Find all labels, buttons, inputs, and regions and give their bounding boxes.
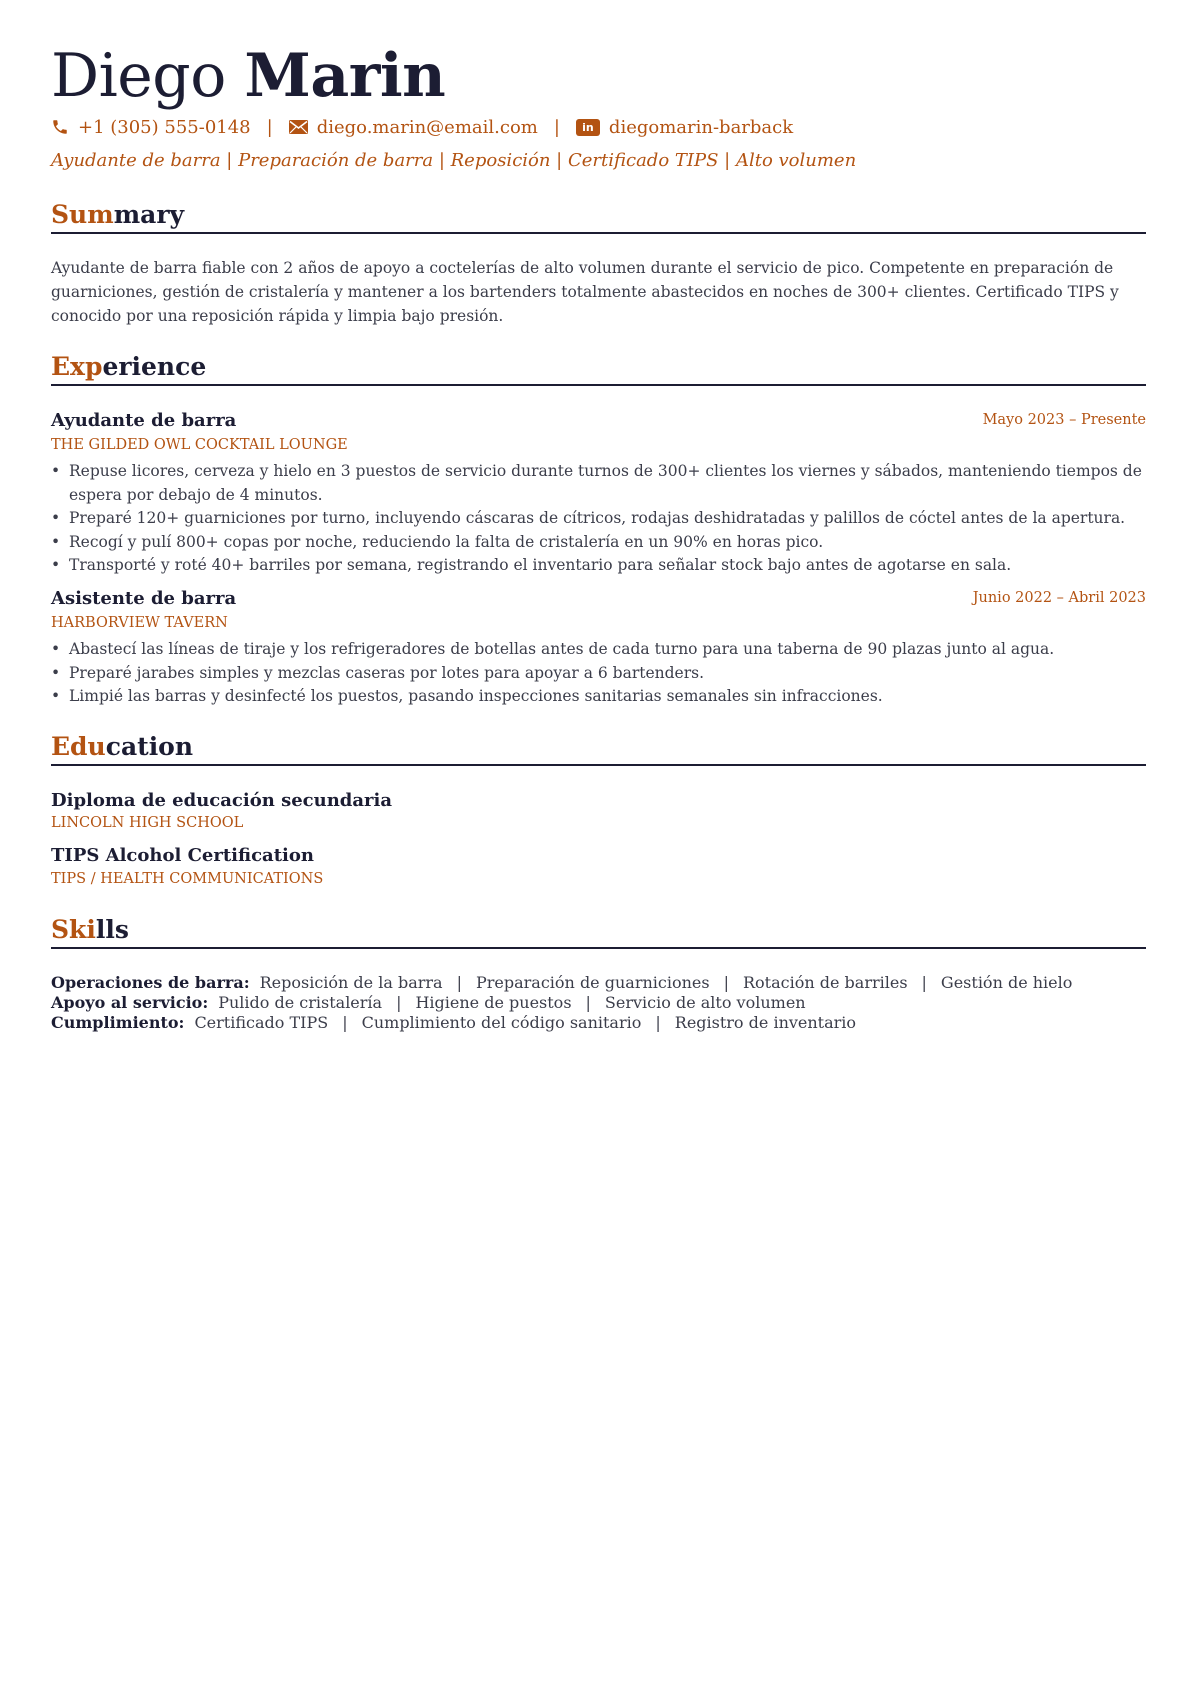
skill-item: Gestión de hielo [940,973,1073,992]
contact-separator: | [553,116,560,138]
phone-icon [51,118,69,136]
list-item: • Abastecí las líneas de tiraje y los refrigeradores de botellas antes de cada turno para una taberna de 90 plazas junto al agua. [69,638,1146,662]
job-company: THE GILDED OWL COCKTAIL LOUNGE [51,437,348,453]
section-title-summary: Summary [51,200,1146,234]
list-item: • Transporté y roté 40+ barriles por semana, registrando el inventario para señalar stock bajo antes de agotarse en sala. [69,554,1146,578]
list-item: • Preparé 120+ guarniciones por turno, incluyendo cáscaras de cítricos, rodajas deshidratadas y palillos de cóctel antes de la apertura. [69,507,1146,531]
education-title: Diploma de educación secundaria [51,790,393,811]
skill-separator: | [723,973,729,992]
skill-item: Pulido de cristalería [218,993,383,1012]
skill-separator: | [396,993,402,1012]
skill-separator: | [655,1013,661,1032]
candidate-name [51,36,445,116]
skill-item: Rotación de barriles [742,973,908,992]
job-bullets [51,638,1146,709]
skill-item: Reposición de la barra [259,973,443,992]
skill-item: Cumplimiento del código sanitario [361,1013,642,1032]
education-institution: TIPS / HEALTH COMMUNICATIONS [51,871,324,887]
skill-row [51,993,1072,1013]
skill-item: Certificado TIPS [194,1013,329,1032]
section-title-skills: Skills [51,915,1146,949]
linkedin-link[interactable]: diegomarin-barback [608,116,794,138]
list-item: • Recogí y pulí 800+ copas por noche, reduciendo la falta de cristalería en un 90% en horas pico. [69,531,1146,555]
summary-text: Ayudante de barra fiable con 2 años de apoyo a coctelerías de alto volumen durante el servicio de pico. Competente en preparación de guarniciones, gestión de cristalería y mantener a los bartenders totalmente abastecidos en noches de 300+ clientes. Certificado TIPS y conocido por una reposición rápida y limpia bajo presión. [51,259,1119,325]
list-item: • Limpié las barras y desinfecté los puestos, pasando inspecciones sanitarias semanales sin infracciones. [69,685,1146,709]
job-dates: Junio 2022 – Abril 2023 [972,590,1146,606]
list-item: • Repuse licores, cerveza y hielo en 3 puestos de servicio durante turnos de 300+ clientes los viernes y sábados, manteniendo tiempos de espera por debajo de 4 minutos. [69,460,1146,507]
job-bullets [51,460,1146,578]
skill-category: Operaciones de barra: [51,973,250,992]
skill-separator: | [342,1013,348,1032]
skill-item: Registro de inventario [674,1013,857,1032]
linkedin-icon: in [576,119,600,136]
envelope-icon [289,120,308,134]
list-item: • Preparé jarabes simples y mezclas caseras por lotes para apoyar a 6 bartenders. [69,662,1146,686]
skill-separator: | [456,973,462,992]
skill-category: Apoyo al servicio: [51,993,209,1012]
phone-link[interactable]: +1 (305) 555-0148 [78,116,251,138]
skill-item: Preparación de guarniciones [475,973,710,992]
email-link[interactable]: diego.marin@email.com [316,116,538,138]
contact-separator: | [266,116,273,138]
skill-separator: | [585,993,591,1012]
job-title: Asistente de barra [51,588,237,609]
first-name: Diego [51,41,226,111]
job-title: Ayudante de barra [51,410,237,431]
skill-row [51,973,1072,993]
job-company: HARBORVIEW TAVERN [51,615,228,631]
section-title-experience: Experience [51,352,1146,386]
skill-separator: | [921,973,927,992]
job-dates: Mayo 2023 – Presente [982,412,1146,428]
section-title-education: Education [51,732,1146,766]
headline-tagline: Ayudante de barra | Preparación de barra | Reposición | Certificado TIPS | Alto volumen [51,150,857,171]
last-name: Marin [244,41,446,111]
skill-item: Higiene de puestos [415,993,572,1012]
skill-row [51,1013,1072,1033]
education-institution: LINCOLN HIGH SCHOOL [51,815,244,831]
skill-item: Servicio de alto volumen [604,993,806,1012]
education-title: TIPS Alcohol Certification [51,845,314,866]
skill-category: Cumplimiento: [51,1013,185,1032]
contact-line [51,112,793,142]
skills-list [51,973,1072,1033]
